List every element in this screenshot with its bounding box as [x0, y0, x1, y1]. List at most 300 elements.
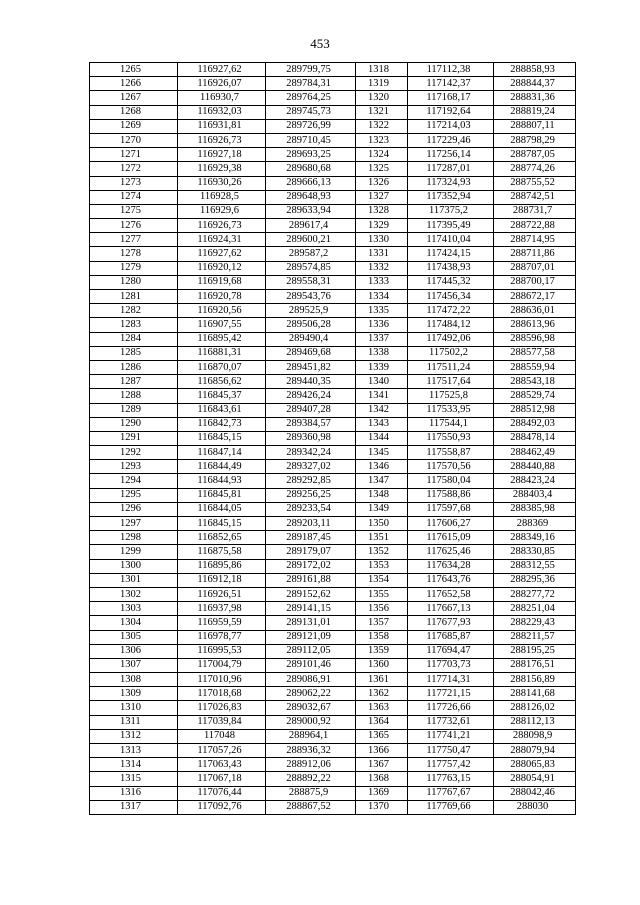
x-coordinate-right: 117550,93 — [408, 431, 494, 445]
table-row — [90, 318, 576, 332]
point-number-left: 1315 — [90, 772, 178, 786]
x-coordinate-right: 117732,61 — [408, 715, 494, 729]
y-coordinate-right: 288251,04 — [494, 602, 576, 616]
point-number-left: 1293 — [90, 460, 178, 474]
x-coordinate-left: 116875,58 — [178, 545, 266, 559]
point-number-left: 1282 — [90, 304, 178, 318]
x-coordinate-right: 117484,12 — [408, 318, 494, 332]
table-row — [90, 275, 576, 289]
table-row — [90, 346, 576, 360]
y-coordinate-left: 289000,92 — [266, 715, 356, 729]
x-coordinate-right: 117615,09 — [408, 531, 494, 545]
point-number-right: 1328 — [356, 204, 408, 218]
y-coordinate-left: 289121,09 — [266, 630, 356, 644]
x-coordinate-left: 116844,05 — [178, 502, 266, 516]
x-coordinate-right: 117588,86 — [408, 488, 494, 502]
y-coordinate-right: 288349,16 — [494, 531, 576, 545]
y-coordinate-left: 289187,45 — [266, 531, 356, 545]
x-coordinate-right: 117570,56 — [408, 460, 494, 474]
point-number-left: 1287 — [90, 375, 178, 389]
x-coordinate-right: 117544,1 — [408, 417, 494, 431]
table-row — [90, 488, 576, 502]
y-coordinate-left: 288964,1 — [266, 729, 356, 743]
x-coordinate-right: 117721,15 — [408, 687, 494, 701]
table-row — [90, 744, 576, 758]
table-row — [90, 190, 576, 204]
point-number-left: 1268 — [90, 105, 178, 119]
y-coordinate-left: 289161,88 — [266, 573, 356, 587]
point-number-right: 1366 — [356, 744, 408, 758]
y-coordinate-right: 288030 — [494, 800, 576, 814]
x-coordinate-left: 116856,62 — [178, 375, 266, 389]
point-number-left: 1273 — [90, 176, 178, 190]
y-coordinate-right: 288330,85 — [494, 545, 576, 559]
y-coordinate-left: 289426,24 — [266, 389, 356, 403]
table-row — [90, 800, 576, 814]
y-coordinate-right: 288672,17 — [494, 290, 576, 304]
x-coordinate-right: 117438,93 — [408, 261, 494, 275]
y-coordinate-left: 289203,11 — [266, 517, 356, 531]
x-coordinate-left: 116959,59 — [178, 616, 266, 630]
y-coordinate-right: 288755,52 — [494, 176, 576, 190]
x-coordinate-right: 117456,34 — [408, 290, 494, 304]
point-number-left: 1300 — [90, 559, 178, 573]
x-coordinate-left: 116843,61 — [178, 403, 266, 417]
point-number-left: 1313 — [90, 744, 178, 758]
x-coordinate-left: 116924,31 — [178, 233, 266, 247]
y-coordinate-left: 289600,21 — [266, 233, 356, 247]
y-coordinate-left: 288936,32 — [266, 744, 356, 758]
point-number-left: 1269 — [90, 119, 178, 133]
y-coordinate-right: 288559,94 — [494, 360, 576, 374]
y-coordinate-left: 289360,98 — [266, 431, 356, 445]
point-number-right: 1357 — [356, 616, 408, 630]
point-number-left: 1272 — [90, 162, 178, 176]
table-row — [90, 786, 576, 800]
x-coordinate-right: 117694,47 — [408, 644, 494, 658]
y-coordinate-left: 289233,54 — [266, 502, 356, 516]
x-coordinate-left: 116919,68 — [178, 275, 266, 289]
x-coordinate-left: 116881,31 — [178, 346, 266, 360]
y-coordinate-right: 288369 — [494, 517, 576, 531]
x-coordinate-left: 116920,56 — [178, 304, 266, 318]
point-number-right: 1347 — [356, 474, 408, 488]
x-coordinate-left: 117004,79 — [178, 658, 266, 672]
x-coordinate-left: 116845,81 — [178, 488, 266, 502]
y-coordinate-left: 289179,07 — [266, 545, 356, 559]
point-number-right: 1332 — [356, 261, 408, 275]
x-coordinate-left: 116842,73 — [178, 417, 266, 431]
point-number-right: 1350 — [356, 517, 408, 531]
coordinates-table — [89, 62, 576, 815]
point-number-right: 1348 — [356, 488, 408, 502]
y-coordinate-left: 289666,13 — [266, 176, 356, 190]
y-coordinate-right: 288403,4 — [494, 488, 576, 502]
table-row — [90, 304, 576, 318]
x-coordinate-left: 117039,84 — [178, 715, 266, 729]
point-number-left: 1305 — [90, 630, 178, 644]
x-coordinate-left: 116995,53 — [178, 644, 266, 658]
y-coordinate-left: 289451,82 — [266, 360, 356, 374]
y-coordinate-right: 288722,88 — [494, 219, 576, 233]
x-coordinate-right: 117606,27 — [408, 517, 494, 531]
table-row — [90, 602, 576, 616]
y-coordinate-left: 289131,01 — [266, 616, 356, 630]
x-coordinate-right: 117767,67 — [408, 786, 494, 800]
point-number-left: 1294 — [90, 474, 178, 488]
point-number-left: 1266 — [90, 77, 178, 91]
x-coordinate-left: 116920,78 — [178, 290, 266, 304]
point-number-right: 1370 — [356, 800, 408, 814]
x-coordinate-right: 117625,46 — [408, 545, 494, 559]
point-number-left: 1281 — [90, 290, 178, 304]
point-number-left: 1301 — [90, 573, 178, 587]
table-row — [90, 91, 576, 105]
x-coordinate-left: 116928,5 — [178, 190, 266, 204]
y-coordinate-right: 288195,25 — [494, 644, 576, 658]
table-row — [90, 261, 576, 275]
table-row — [90, 701, 576, 715]
y-coordinate-right: 288831,36 — [494, 91, 576, 105]
table-row — [90, 233, 576, 247]
x-coordinate-right: 117375,2 — [408, 204, 494, 218]
y-coordinate-left: 289327,02 — [266, 460, 356, 474]
x-coordinate-left: 116978,77 — [178, 630, 266, 644]
point-number-right: 1329 — [356, 219, 408, 233]
table-row — [90, 573, 576, 587]
y-coordinate-right: 288462,49 — [494, 446, 576, 460]
y-coordinate-left: 289525,9 — [266, 304, 356, 318]
y-coordinate-right: 288512,98 — [494, 403, 576, 417]
x-coordinate-right: 117287,01 — [408, 162, 494, 176]
point-number-right: 1352 — [356, 545, 408, 559]
table-row — [90, 417, 576, 431]
y-coordinate-left: 289292,85 — [266, 474, 356, 488]
table-row — [90, 474, 576, 488]
point-number-left: 1307 — [90, 658, 178, 672]
y-coordinate-right: 288098,9 — [494, 729, 576, 743]
table-row — [90, 715, 576, 729]
x-coordinate-left: 116852,65 — [178, 531, 266, 545]
x-coordinate-right: 117597,68 — [408, 502, 494, 516]
y-coordinate-left: 289407,28 — [266, 403, 356, 417]
table-row — [90, 389, 576, 403]
table-row — [90, 403, 576, 417]
point-number-left: 1302 — [90, 587, 178, 601]
table-row — [90, 559, 576, 573]
point-number-right: 1319 — [356, 77, 408, 91]
x-coordinate-left: 116870,07 — [178, 360, 266, 374]
x-coordinate-right: 117229,46 — [408, 133, 494, 147]
x-coordinate-left: 116929,38 — [178, 162, 266, 176]
y-coordinate-right: 288774,26 — [494, 162, 576, 176]
point-number-right: 1322 — [356, 119, 408, 133]
y-coordinate-left: 289256,25 — [266, 488, 356, 502]
x-coordinate-left: 117076,44 — [178, 786, 266, 800]
x-coordinate-left: 116912,18 — [178, 573, 266, 587]
table-row — [90, 758, 576, 772]
x-coordinate-right: 117714,31 — [408, 673, 494, 687]
point-number-right: 1360 — [356, 658, 408, 672]
y-coordinate-left: 289680,68 — [266, 162, 356, 176]
point-number-left: 1299 — [90, 545, 178, 559]
point-number-left: 1297 — [90, 517, 178, 531]
point-number-right: 1354 — [356, 573, 408, 587]
x-coordinate-right: 117726,66 — [408, 701, 494, 715]
y-coordinate-right: 288141,68 — [494, 687, 576, 701]
y-coordinate-right: 288156,89 — [494, 673, 576, 687]
y-coordinate-left: 288875,9 — [266, 786, 356, 800]
page-number: 453 — [310, 36, 330, 51]
point-number-left: 1275 — [90, 204, 178, 218]
point-number-left: 1308 — [90, 673, 178, 687]
point-number-left: 1291 — [90, 431, 178, 445]
point-number-right: 1323 — [356, 133, 408, 147]
y-coordinate-right: 288176,51 — [494, 658, 576, 672]
point-number-left: 1312 — [90, 729, 178, 743]
table-row — [90, 531, 576, 545]
x-coordinate-right: 117168,17 — [408, 91, 494, 105]
point-number-right: 1356 — [356, 602, 408, 616]
table-row — [90, 517, 576, 531]
y-coordinate-left: 289469,68 — [266, 346, 356, 360]
point-number-right: 1326 — [356, 176, 408, 190]
y-coordinate-left: 289710,45 — [266, 133, 356, 147]
x-coordinate-left: 116847,14 — [178, 446, 266, 460]
point-number-right: 1359 — [356, 644, 408, 658]
y-coordinate-right: 288731,7 — [494, 204, 576, 218]
point-number-left: 1304 — [90, 616, 178, 630]
point-number-left: 1274 — [90, 190, 178, 204]
table-row — [90, 332, 576, 346]
point-number-right: 1351 — [356, 531, 408, 545]
y-coordinate-right: 288819,24 — [494, 105, 576, 119]
y-coordinate-left: 289172,02 — [266, 559, 356, 573]
point-number-left: 1292 — [90, 446, 178, 460]
y-coordinate-right: 288492,03 — [494, 417, 576, 431]
point-number-left: 1310 — [90, 701, 178, 715]
point-number-right: 1358 — [356, 630, 408, 644]
table-row — [90, 247, 576, 261]
point-number-right: 1362 — [356, 687, 408, 701]
y-coordinate-left: 288892,22 — [266, 772, 356, 786]
y-coordinate-left: 289726,99 — [266, 119, 356, 133]
y-coordinate-left: 289558,31 — [266, 275, 356, 289]
point-number-left: 1286 — [90, 360, 178, 374]
x-coordinate-left: 116930,26 — [178, 176, 266, 190]
y-coordinate-right: 288312,55 — [494, 559, 576, 573]
y-coordinate-right: 288385,98 — [494, 502, 576, 516]
point-number-left: 1309 — [90, 687, 178, 701]
y-coordinate-left: 289032,67 — [266, 701, 356, 715]
table-row — [90, 673, 576, 687]
point-number-right: 1335 — [356, 304, 408, 318]
x-coordinate-left: 116927,62 — [178, 63, 266, 77]
point-number-right: 1346 — [356, 460, 408, 474]
point-number-right: 1334 — [356, 290, 408, 304]
y-coordinate-left: 289543,76 — [266, 290, 356, 304]
point-number-right: 1333 — [356, 275, 408, 289]
x-coordinate-left: 116926,07 — [178, 77, 266, 91]
point-number-left: 1271 — [90, 148, 178, 162]
x-coordinate-right: 117525,8 — [408, 389, 494, 403]
y-coordinate-right: 288543,18 — [494, 375, 576, 389]
x-coordinate-right: 117677,93 — [408, 616, 494, 630]
x-coordinate-right: 117502,2 — [408, 346, 494, 360]
x-coordinate-right: 117492,06 — [408, 332, 494, 346]
x-coordinate-right: 117192,64 — [408, 105, 494, 119]
y-coordinate-right: 288707,01 — [494, 261, 576, 275]
y-coordinate-right: 288577,58 — [494, 346, 576, 360]
x-coordinate-left: 116895,86 — [178, 559, 266, 573]
x-coordinate-left: 116932,03 — [178, 105, 266, 119]
table-row — [90, 446, 576, 460]
x-coordinate-left: 117010,96 — [178, 673, 266, 687]
point-number-right: 1341 — [356, 389, 408, 403]
x-coordinate-left: 117063,43 — [178, 758, 266, 772]
point-number-left: 1284 — [90, 332, 178, 346]
y-coordinate-left: 289574,85 — [266, 261, 356, 275]
y-coordinate-right: 288700,17 — [494, 275, 576, 289]
x-coordinate-left: 117092,76 — [178, 800, 266, 814]
y-coordinate-right: 288711,86 — [494, 247, 576, 261]
y-coordinate-right: 288065,83 — [494, 758, 576, 772]
x-coordinate-left: 116845,37 — [178, 389, 266, 403]
y-coordinate-right: 288529,74 — [494, 389, 576, 403]
point-number-right: 1331 — [356, 247, 408, 261]
point-number-left: 1289 — [90, 403, 178, 417]
y-coordinate-left: 289587,2 — [266, 247, 356, 261]
point-number-left: 1314 — [90, 758, 178, 772]
point-number-right: 1367 — [356, 758, 408, 772]
point-number-right: 1368 — [356, 772, 408, 786]
table-row — [90, 729, 576, 743]
point-number-right: 1345 — [356, 446, 408, 460]
y-coordinate-right: 288042,46 — [494, 786, 576, 800]
x-coordinate-left: 116927,18 — [178, 148, 266, 162]
table-row — [90, 375, 576, 389]
table-row — [90, 460, 576, 474]
point-number-left: 1279 — [90, 261, 178, 275]
point-number-left: 1278 — [90, 247, 178, 261]
x-coordinate-left: 116926,73 — [178, 219, 266, 233]
table-row — [90, 77, 576, 91]
y-coordinate-right: 288079,94 — [494, 744, 576, 758]
point-number-right: 1349 — [356, 502, 408, 516]
x-coordinate-left: 116927,62 — [178, 247, 266, 261]
x-coordinate-right: 117472,22 — [408, 304, 494, 318]
point-number-left: 1283 — [90, 318, 178, 332]
x-coordinate-right: 117750,47 — [408, 744, 494, 758]
point-number-right: 1364 — [356, 715, 408, 729]
table-row — [90, 616, 576, 630]
table-row — [90, 162, 576, 176]
y-coordinate-left: 289648,93 — [266, 190, 356, 204]
point-number-right: 1321 — [356, 105, 408, 119]
point-number-right: 1324 — [356, 148, 408, 162]
table-row — [90, 148, 576, 162]
point-number-right: 1336 — [356, 318, 408, 332]
point-number-right: 1365 — [356, 729, 408, 743]
table-row — [90, 63, 576, 77]
y-coordinate-right: 288423,24 — [494, 474, 576, 488]
x-coordinate-left: 116844,49 — [178, 460, 266, 474]
y-coordinate-right: 288211,57 — [494, 630, 576, 644]
point-number-left: 1280 — [90, 275, 178, 289]
point-number-right: 1330 — [356, 233, 408, 247]
table-row — [90, 644, 576, 658]
x-coordinate-right: 117352,94 — [408, 190, 494, 204]
y-coordinate-left: 289342,24 — [266, 446, 356, 460]
x-coordinate-left: 116845,15 — [178, 431, 266, 445]
x-coordinate-left: 117067,18 — [178, 772, 266, 786]
point-number-right: 1339 — [356, 360, 408, 374]
point-number-left: 1296 — [90, 502, 178, 516]
y-coordinate-right: 288596,98 — [494, 332, 576, 346]
y-coordinate-left: 289506,28 — [266, 318, 356, 332]
point-number-left: 1316 — [90, 786, 178, 800]
y-coordinate-right: 288613,96 — [494, 318, 576, 332]
y-coordinate-right: 288478,14 — [494, 431, 576, 445]
x-coordinate-right: 117769,66 — [408, 800, 494, 814]
x-coordinate-right: 117685,87 — [408, 630, 494, 644]
y-coordinate-left: 289062,22 — [266, 687, 356, 701]
table-row — [90, 502, 576, 516]
table-row — [90, 204, 576, 218]
point-number-right: 1327 — [356, 190, 408, 204]
table-row — [90, 772, 576, 786]
x-coordinate-right: 117643,76 — [408, 573, 494, 587]
y-coordinate-left: 289633,94 — [266, 204, 356, 218]
point-number-left: 1288 — [90, 389, 178, 403]
point-number-right: 1353 — [356, 559, 408, 573]
x-coordinate-right: 117517,64 — [408, 375, 494, 389]
y-coordinate-left: 289141,15 — [266, 602, 356, 616]
point-number-right: 1363 — [356, 701, 408, 715]
point-number-left: 1270 — [90, 133, 178, 147]
table-row — [90, 290, 576, 304]
table-row — [90, 545, 576, 559]
y-coordinate-left: 289101,46 — [266, 658, 356, 672]
x-coordinate-right: 117757,42 — [408, 758, 494, 772]
x-coordinate-left: 117018,68 — [178, 687, 266, 701]
x-coordinate-right: 117667,13 — [408, 602, 494, 616]
point-number-left: 1298 — [90, 531, 178, 545]
y-coordinate-right: 288742,51 — [494, 190, 576, 204]
y-coordinate-left: 289693,25 — [266, 148, 356, 162]
x-coordinate-right: 117324,93 — [408, 176, 494, 190]
y-coordinate-right: 288295,36 — [494, 573, 576, 587]
y-coordinate-right: 288054,91 — [494, 772, 576, 786]
coordinates-table-body — [90, 63, 576, 815]
x-coordinate-right: 117634,28 — [408, 559, 494, 573]
x-coordinate-right: 117511,24 — [408, 360, 494, 374]
x-coordinate-right: 117652,58 — [408, 587, 494, 601]
y-coordinate-left: 289152,62 — [266, 587, 356, 601]
x-coordinate-right: 117558,87 — [408, 446, 494, 460]
table-row — [90, 687, 576, 701]
y-coordinate-left: 289617,4 — [266, 219, 356, 233]
y-coordinate-left: 289490,4 — [266, 332, 356, 346]
x-coordinate-left: 116845,15 — [178, 517, 266, 531]
x-coordinate-left: 116937,98 — [178, 602, 266, 616]
x-coordinate-right: 117424,15 — [408, 247, 494, 261]
point-number-right: 1342 — [356, 403, 408, 417]
point-number-right: 1318 — [356, 63, 408, 77]
x-coordinate-right: 117395,49 — [408, 219, 494, 233]
x-coordinate-left: 116920,12 — [178, 261, 266, 275]
x-coordinate-left: 116926,73 — [178, 133, 266, 147]
